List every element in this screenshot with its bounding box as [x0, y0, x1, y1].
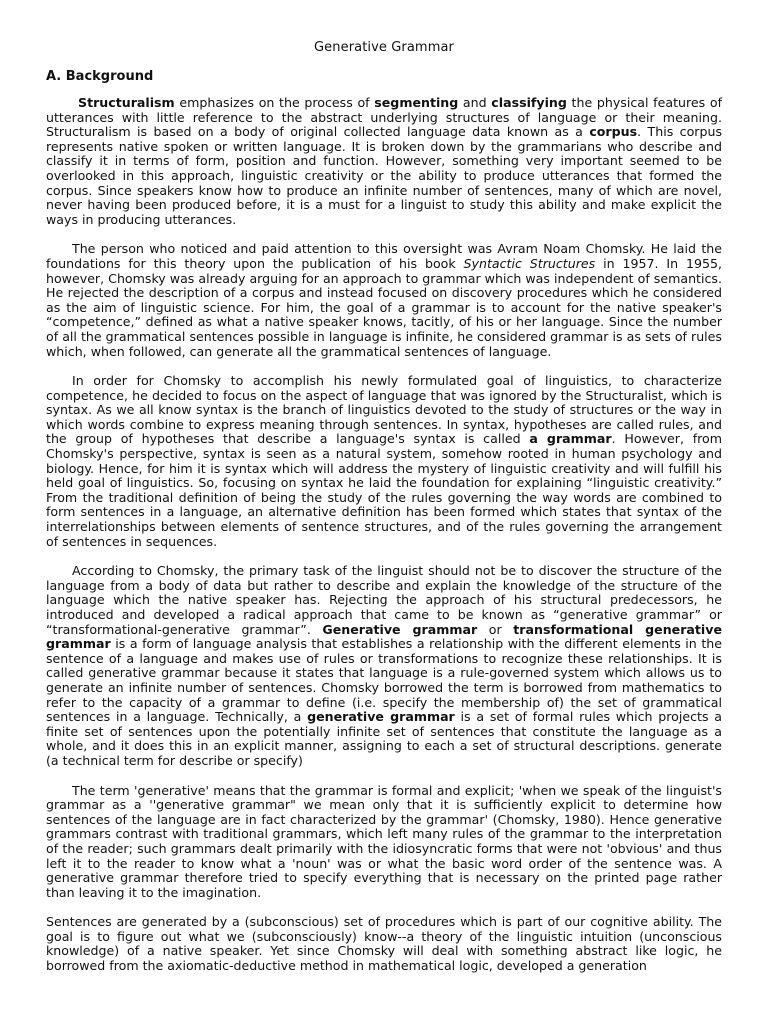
- text-run: In order for Chomsky to accomplish his newly formulated goal of linguistics, to characterize competence, he decided to focus on the aspect of language that was ignored by the Structuralist, which is syntax. As we all know syntax is the branch of linguistics devoted to the study of structures or the way in which words combine to express meaning through sentences. In syntax, hypotheses are called rules, and the group of hypotheses that describe a language's syntax is called: [46, 373, 722, 447]
- emphasis-bold: corpus: [589, 124, 638, 140]
- paragraph-chomsky-oversight: [46, 242, 722, 359]
- text-run: and: [458, 95, 492, 110]
- emphasis-bold: a grammar: [529, 431, 612, 447]
- text-run: or: [477, 621, 514, 637]
- text-run: The term 'generative' means that the grammar is formal and explicit; 'when we speak of the linguist's grammar as a ''generative grammar" we mean only that it is sufficiently explicit to determine how sentences of the language are in fact characterized by the grammar' (Chomsky, 1980). Hence generative grammars contrast with traditional grammars, which left many rules of the grammar to the interpretation of the reader; such grammars dealt primarily with the idiosyncratic forms that were not 'obvious' and thus left it to the reader to know what a 'noun' was or what the basic word order of the sentence was. A generative grammar therefore tried to specify everything that is necessary on the printed page rather than leaving it to the imagination.: [46, 782, 722, 900]
- emphasis-italic: Syntactic Structures: [463, 255, 596, 271]
- text-run: is a set of formal rules which projects a finite set of sentences upon the potentially infinite set of sentences that constitute the language as a whole, and it does this in an explicit manner, assigning to each a set of structural descriptions. generate (a technical term for describe or specify): [46, 709, 722, 768]
- paragraph-term-generative: [46, 784, 722, 901]
- text-run: Sentences are generated by a (subconscious) set of procedures which is part of our cognitive ability. The goal is to figure out what we (subconsciously) know--a theory of the linguistic intuition (unconscious knowledge) of a native speaker. Yet since Chomsky will deal with something abstract like logic, he borrowed from the axiomatic-deductive method in mathematical logic, developed a generation: [46, 915, 722, 974]
- text-run: in 1957. In 1955, however, Chomsky was already arguing for an approach to grammar which was independent of semantics. He rejected the description of a corpus and instead focused on discovery procedures which he considered as the aim of linguistic science. For him, the goal of a grammar is to account for the native speaker's “competence,” defined as what a native speaker knows, tacitly, of his or her language. Since the number of all the grammatical sentences possible in language is infinite, he considered grammar is as sets of rules which, when followed, can generate all the grammatical sentences of language.: [46, 255, 722, 359]
- text-run: . This corpus represents native spoken or written language. It is broken down by the grammarians who describe and classify it in terms of form, position and function. However, something very important seemed to be overlooked in this approach, linguistic creativity or the ability to produce utterances that formed the corpus. Since speakers know how to produce an infinite number of sentences, many of which are novel, never having been produced before, it is a must for a linguist to study this ability and make explicit the ways in producing utterances.: [46, 124, 723, 227]
- text-run: emphasizes on the process of: [174, 95, 375, 110]
- document-title: Generative Grammar: [314, 40, 454, 55]
- text-run: is a form of language analysis that establishes a relationship with the different elements in the sentence of a language and makes use of rules or transformations to recognize these relationships. It is called generative grammar because it states that language is a rule-governed system which allows us to generate an infinite number of sentences. Chomsky borrowed the term is borrowed from mathematics to refer to the capacity of a grammar to define (i.e. specify the membership of) the set of grammatical sentences in a language. Technically, a: [46, 636, 722, 725]
- text-run: The person who noticed and paid attention to this oversight was Avram Noam Chomsky. He laid the foundations for this theory upon the publication of his book: [46, 241, 722, 271]
- emphasis-bold: transformational generative grammar: [46, 621, 723, 652]
- text-run: the physical features of utterances with little reference to the abstract underlying structures of language or their meaning. Structuralism is based on a body of original collected language data known as a: [46, 95, 722, 140]
- paragraph-generative-grammar-definition: [46, 564, 722, 768]
- paragraph-structuralism: [46, 96, 722, 227]
- emphasis-bold: generative grammar: [307, 709, 455, 725]
- text-run: . However, from Chomsky's perspective, syntax is seen as a natural system, somehow rooted in human psychology and biology. Hence, for him it is syntax which will address the mystery of linguistic creativity and will fulfill his held goal of linguistics. So, focusing on syntax he laid the foundation for explaining “linguistic creativity.” From the traditional definition of being the study of the rules governing the way words are combined to form sentences in a language, an alternative definition has been formed which states that syntax of the interrelationships between elements of sentence structures, and of the rules governing the arrangement of sentences in sequences.: [46, 431, 722, 549]
- paragraph-subconscious-procedures: [46, 915, 722, 973]
- section-heading: A. Background: [46, 69, 154, 84]
- text-run: According to Chomsky, the primary task of the linguist should not be to discover the structure of the language from a body of data but rather to describe and explain the knowledge of the structure of the language which the native speaker has. Rejecting the approach of his structural predecessors, he introduced and developed a radical approach that came to be known as “generative grammar” or “transformational-generative grammar”.: [46, 563, 722, 637]
- emphasis-bold: Structuralism: [78, 95, 175, 110]
- paragraph-syntax-focus: [46, 374, 722, 549]
- emphasis-bold: Generative grammar: [322, 621, 478, 637]
- emphasis-bold: classifying: [491, 95, 567, 110]
- emphasis-bold: segmenting: [374, 95, 459, 110]
